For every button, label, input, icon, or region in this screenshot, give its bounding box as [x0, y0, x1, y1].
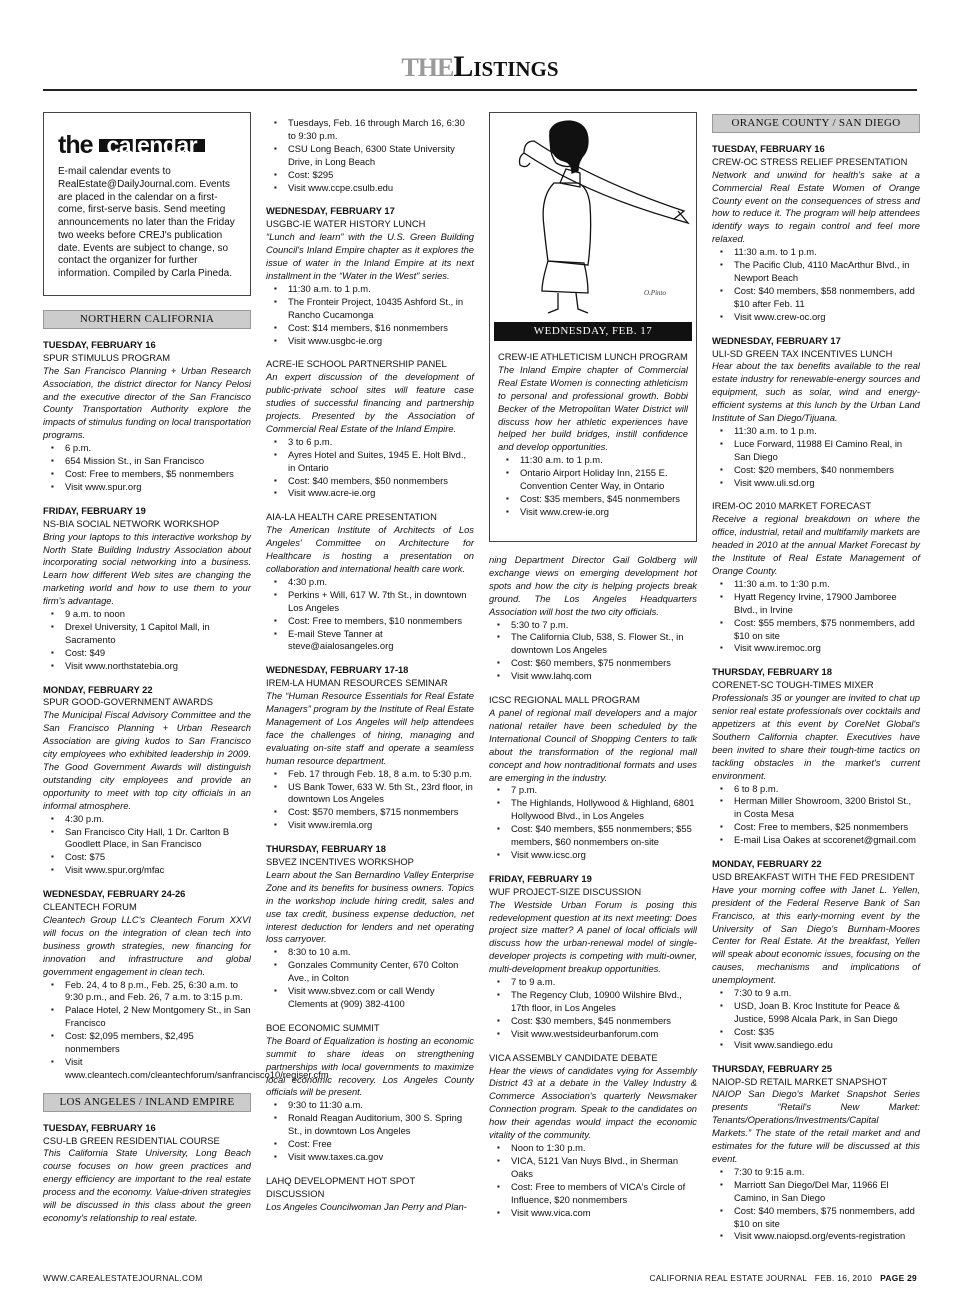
- event-detail-item: ▪ 3 to 6 p.m.: [280, 436, 474, 449]
- col3-events: [489, 694, 697, 1219]
- event-details: [266, 1099, 474, 1164]
- event-day: TUESDAY, FEBRUARY 16: [43, 338, 156, 350]
- column-3: [489, 112, 697, 1230]
- event-day: TUESDAY, FEBRUARY 16: [43, 1121, 156, 1133]
- event-day: FRIDAY, FEBRUARY 19: [489, 872, 592, 884]
- event-detail-item: ▪ Cost: Free to members, $5 nonmembers: [57, 468, 251, 481]
- event-name: LAHQ DEVELOPMENT HOT SPOT DISCUSSION: [266, 1174, 415, 1199]
- event-detail-item: ▪ Ontario Airport Holiday Inn, 2155 E. Convention Center Way, in Ontario: [512, 467, 688, 493]
- event-detail-item: ▪ Visit www.taxes.ca.gov: [280, 1151, 474, 1164]
- event-detail-item: ▪ E-mail Lisa Oakes at sccorenet@gmail.com: [726, 834, 920, 847]
- event-name: WUF PROJECT-SIZE DISCUSSION: [489, 885, 642, 897]
- event-detail-item: ▪ Visit www.lahq.com: [503, 670, 697, 683]
- event-detail-item: ▪ The California Club, 538, S. Flower St., in downtown Los Angeles: [503, 631, 697, 657]
- footer-pub-name: CALIFORNIA REAL ESTATE JOURNAL: [649, 1273, 807, 1283]
- event-detail-item: ▪ Noon to 1:30 p.m.: [503, 1142, 697, 1155]
- masthead-the: THE: [401, 53, 454, 82]
- event-name: ACRE-IE SCHOOL PARTNERSHIP PANEL: [266, 358, 447, 370]
- event-detail-item: ▪ Cost: $40 members, $58 nonmembers, add $10 after Feb. 11: [726, 285, 920, 311]
- event-details: [43, 813, 251, 878]
- event-detail-item: ▪ 6 p.m.: [57, 442, 251, 455]
- event-detail-item: ▪ E-mail Steve Tanner at steve@aialosangeles.org: [280, 628, 474, 654]
- event-detail-item: ▪ Cost: $14 members, $16 nonmembers: [280, 322, 474, 335]
- event-detail-item: ▪ The Regency Club, 10900 Wilshire Blvd., 17th floor, in Los Angeles: [503, 989, 697, 1015]
- event-name: CSU-LB GREEN RESIDENTIAL COURSE: [43, 1134, 220, 1146]
- event-detail-item: ▪ 7:30 to 9 a.m.: [726, 987, 920, 1000]
- event-day: THURSDAY, FEBRUARY 25: [712, 1062, 832, 1074]
- event-detail-item: ▪ Visit www.acre-ie.org: [280, 487, 474, 500]
- event-details: [489, 1142, 697, 1219]
- event-day: WEDNESDAY, FEBRUARY 17: [712, 334, 841, 346]
- event-detail-item: ▪ Visit www.cleantech.com/cleantechforum/sanfrancisco10/regiser.cfm: [57, 1056, 251, 1082]
- calendar-event: [43, 339, 251, 494]
- calendar-event: [266, 511, 474, 653]
- event-detail-item: ▪ Visit www.naiopsd.org/events-registration: [726, 1230, 920, 1243]
- event-details: [712, 246, 920, 323]
- event-name: CLEANTECH FORUM: [43, 901, 137, 913]
- calendar-event: [712, 335, 920, 490]
- calendar-logo-the: the: [58, 131, 93, 159]
- event-detail-item: ▪ 11:30 a.m. to 1 p.m.: [726, 246, 920, 259]
- event-details: [489, 784, 697, 861]
- calendar-event: [266, 1175, 474, 1214]
- event-detail-item: ▪ Cost: Free to members, $25 nonmembers: [726, 821, 920, 834]
- event-detail-item: ▪ San Francisco City Hall, 1 Dr. Carlton B Goodlett Place, in San Francisco: [57, 826, 251, 852]
- event-desc: An expert discussion of the development of public-private school sites will feature case studies of successful financing and partnership projects. Presented by the Association of Commercial Real Estate of the Inland Empire.: [266, 371, 474, 434]
- region-oc: ORANGE COUNTY / SAN DIEGO: [712, 114, 920, 133]
- event-desc: The Municipal Fiscal Advisory Committee and the San Francisco Planning + Urban Research Association are giving kudos to San Francisco city employees who exhibited leadership in 2009. The Good Government Awards will distinguish outstanding city employees and provide an opportunity to meet with top city officials in an informal atmosphere.: [43, 709, 251, 811]
- calendar-event: [712, 143, 920, 324]
- event-name: CORENET-SC TOUGH-TIMES MIXER: [712, 679, 874, 691]
- event-detail-item: ▪ Visit www.sandiego.edu: [726, 1039, 920, 1052]
- event-name: VICA ASSEMBLY CANDIDATE DEBATE: [489, 1051, 658, 1063]
- event-detail-item: ▪ Luce Forward, 11988 El Camino Real, in San Diego: [726, 438, 920, 464]
- event-detail-item: ▪ USD, Joan B. Kroc Institute for Peace & Justice, 5998 Alcala Park, in San Diego: [726, 1000, 920, 1026]
- event-name: SPUR GOOD-GOVERNMENT AWARDS: [43, 696, 213, 708]
- calendar-event: [43, 505, 251, 673]
- calendar-event: [489, 1052, 697, 1220]
- event-detail-item: ▪ 7:30 to 9:15 a.m.: [726, 1166, 920, 1179]
- top-rule: [43, 89, 917, 91]
- event-detail-item: ▪ 9 a.m. to noon: [57, 608, 251, 621]
- event-desc: Cleantech Group LLC's Cleantech Forum XXVI will focus on the integration of clean tech into business growth strategies, new financing for innovation and infrastructure and global government engagement in clean tech.: [43, 913, 251, 977]
- event-detail-item: ▪ Visit www.iremla.org: [280, 819, 474, 832]
- event-name: USGBC-IE WATER HISTORY LUNCH: [266, 218, 426, 230]
- event-name: USD BREAKFAST WITH THE FED PRESIDENT: [712, 870, 915, 882]
- col3-continued-event: [489, 554, 697, 683]
- event-desc: Network and unwind for health's sake at a Commercial Real Estate Women of Orange County event on the consequences of stress and how to reduce it. The program will help attendees identify ways to regain control and feel more relaxed.: [712, 168, 920, 245]
- event-name: CREW-IE ATHLETICISM LUNCH PROGRAM: [498, 351, 688, 362]
- event-name: ULI-SD GREEN TAX INCENTIVES LUNCH: [712, 347, 893, 359]
- event-detail-item: ▪ Cost: $295: [280, 169, 474, 182]
- event-detail-item: ▪ Visit www.westsideurbanforum.com: [503, 1028, 697, 1041]
- event-details: [712, 578, 920, 655]
- event-details: [43, 608, 251, 673]
- col3-cont-items: [489, 619, 697, 684]
- event-detail-item: ▪ Marriott San Diego/Del Mar, 11966 El Camino, in San Diego: [726, 1179, 920, 1205]
- event-detail-item: ▪ 11:30 a.m. to 1 p.m.: [280, 283, 474, 296]
- event-detail-item: ▪ 11:30 a.m. to 1 p.m.: [726, 425, 920, 438]
- event-detail-item: ▪ Cost: $35: [726, 1026, 920, 1039]
- event-name: AIA-LA HEALTH CARE PRESENTATION: [266, 511, 437, 523]
- event-detail-item: ▪ Cost: $60 members, $75 nonmembers: [503, 657, 697, 670]
- event-detail-item: ▪ Feb. 17 through Feb. 18, 8 a.m. to 5:30 p.m.: [280, 768, 474, 781]
- column-2: [266, 117, 474, 1225]
- event-detail-item: ▪ Cost: Free: [280, 1138, 474, 1151]
- col1-la-event: [43, 1122, 251, 1225]
- event-name: ICSC REGIONAL MALL PROGRAM: [489, 694, 640, 706]
- event-detail-item: ▪ Visit www.usgbc-ie.org: [280, 335, 474, 348]
- event-desc: The San Francisco Planning + Urban Research Association, the district director for Nancy Pelosi and the executive director of the San Francisco County Transportation Authority explore the impacts of stimulus funding on local transportation programs.: [43, 364, 251, 441]
- event-detail-item: ▪ 8:30 to 10 a.m.: [280, 946, 474, 959]
- event-day: WEDNESDAY, FEBRUARY 17-18: [266, 664, 409, 676]
- event-detail-item: ▪ Ronald Reagan Auditorium, 300 S. Spring St., in downtown Los Angeles: [280, 1112, 474, 1138]
- event-detail-item: ▪ Hyatt Regency Irvine, 17900 Jamboree Blvd., in Irvine: [726, 591, 920, 617]
- event-day: WEDNESDAY, FEBRUARY 24-26: [43, 888, 186, 900]
- event-details: [712, 425, 920, 490]
- event-details: [266, 768, 474, 833]
- event-desc: “Lunch and learn” with the U.S. Green Building Council's Inland Empire chapter as it explores the issue of water in the Inland Empire at its next installment in the “Water in the West” series.: [266, 231, 474, 281]
- event-detail-item: ▪ Cost: $55 members, $75 nonmembers, add $10 on site: [726, 617, 920, 643]
- event-detail-item: ▪ Cost: Free to members of VICA's Circle of Influence, $20 nonmembers: [503, 1181, 697, 1207]
- event-details: [266, 576, 474, 653]
- event-detail-item: ▪ Cost: $30 members, $45 nonmembers: [503, 1015, 697, 1028]
- event-detail-item: ▪ Cost: $40 members, $55 nonmembers; $55 members, $60 nonmembers on-site: [503, 823, 697, 849]
- calendar-event: [266, 843, 474, 1011]
- event-detail-item: ▪ US Bank Tower, 633 W. 5th St., 23rd floor, in downtown Los Angeles: [280, 781, 474, 807]
- event-day: MONDAY, FEBRUARY 22: [712, 858, 822, 870]
- col2-top-items: [266, 117, 474, 194]
- masthead: [0, 50, 960, 84]
- footer-date: FEB. 16, 2010: [814, 1273, 873, 1283]
- event-detail-item: ▪ 4:30 p.m.: [57, 813, 251, 826]
- calendar-logo-calendar: calendar: [99, 139, 206, 152]
- footer-website: WWW.CAREALESTATEJOURNAL.COM: [43, 1273, 203, 1283]
- calendar-event: [43, 684, 251, 878]
- event-detail-item: ▪ The Fronteir Project, 10435 Ashford St., in Rancho Cucamonga: [280, 296, 474, 322]
- event-day: THURSDAY, FEBRUARY 18: [712, 666, 832, 678]
- event-detail-item: ▪ Visit www.spur.org/mfac: [57, 864, 251, 877]
- event-day: MONDAY, FEBRUARY 22: [43, 683, 153, 695]
- event-detail-item: ▪ Cost: Free to members, $10 nonmembers: [280, 615, 474, 628]
- event-desc: The Westside Urban Forum is posing this redevelopment question at its next meeting: Does project size matter? A panel of local officials will discuss how the urban-renewal model of single-developer projects is competing with multi-owner, multi-development breakup opportunities.: [489, 898, 697, 975]
- event-detail-item: ▪ Cost: $2,095 members, $2,495 nonmembers: [57, 1030, 251, 1056]
- event-detail-item: ▪ 6 to 8 p.m.: [726, 783, 920, 796]
- event-detail-item: ▪ Visit www.spur.org: [57, 481, 251, 494]
- event-detail-item: ▪ Cost: $75: [57, 851, 251, 864]
- event-details: [712, 1166, 920, 1243]
- event-detail-item: ▪ Cost: $20 members, $40 nonmembers: [726, 464, 920, 477]
- column-4: [712, 112, 920, 1254]
- event-name: SPUR STIMULUS PROGRAM: [43, 351, 171, 363]
- event-desc: Professionals 35 or younger are invited to chat up senior real estate professionals over cocktails and appetizers at this event by CoreNet Global's Southern California chapter. Executives have been invited to share their tough-time tactics on tackling obstacles in the market's current environment.: [712, 692, 920, 781]
- event-name: SBVEZ INCENTIVES WORKSHOP: [266, 856, 414, 868]
- event-day: TUESDAY, FEBRUARY 16: [712, 142, 825, 154]
- featured-event: [498, 351, 688, 530]
- event-desc: The “Human Resource Essentials for Real Estate Managers” program by the Institute of Real Estate Management of Los Angeles will help attendees face the challenges of hiring, managing and evaluating on-site staff and operate a seamless human resource department.: [266, 690, 474, 766]
- event-desc: Los Angeles Councilwoman Jan Perry and Plan-: [266, 1200, 467, 1212]
- event-desc: Bring your laptops to this interactive workshop by North State Building Industry Association about incorporating social networking into a business. Learn how different Web sites are changing the marketing world and how to use them to your firm's advantage.: [43, 530, 251, 607]
- event-detail-item: ▪ Visit www.ccpe.csulb.edu: [280, 182, 474, 195]
- event-detail-item: ▪ Gonzales Community Center, 670 Colton Ave., in Colton: [280, 959, 474, 985]
- event-day: THURSDAY, FEBRUARY 18: [266, 843, 386, 855]
- event-detail-item: ▪ Tuesdays, Feb. 16 through March 16, 6:30 to 9:30 p.m.: [280, 117, 474, 143]
- col2-continued-event: [266, 117, 474, 194]
- featured-box: [489, 112, 697, 542]
- event-detail-item: ▪ 4:30 p.m.: [280, 576, 474, 589]
- calendar-box: [43, 112, 251, 296]
- calendar-event: [266, 205, 474, 347]
- calendar-event: [266, 664, 474, 832]
- calendar-event: [712, 1063, 920, 1244]
- event-desc: The Board of Equalization is hosting an economic summit to share ideas on strengthening partnerships with local governments to maximize local economic recovery. Los Angeles County officials will be present.: [266, 1034, 474, 1098]
- event-details: [489, 976, 697, 1041]
- event-day: FRIDAY, FEBRUARY 19: [43, 504, 146, 516]
- event-name: IREM-OC 2010 MARKET FORECAST: [712, 500, 872, 512]
- event-desc: The American Institute of Architects of Los Angeles' Committee on Architecture for Healthcare is hosting a presentation on collaboration and international health care work.: [266, 524, 474, 574]
- event-detail-item: ▪ Feb. 24, 4 to 8 p.m., Feb. 25, 6:30 a.m. to 9:30 p.m., and Feb. 26, 7 a.m. to 3:15 p.m.: [57, 979, 251, 1005]
- event-detail-item: ▪ Cost: $40 members, $75 nonmembers, add $10 on site: [726, 1205, 920, 1231]
- event-desc: A panel of regional mall developers and a major national retailer have been scheduled by the International Council of Shopping Centers to talk about the transformation of the regional mall concept and how nontraditional formats and uses are emerging in the industry.: [489, 706, 697, 783]
- calendar-event: [43, 1122, 251, 1225]
- illustration-woman-with-pen: [494, 117, 690, 317]
- event-detail-item: ▪ 11:30 a.m. to 1 p.m.: [512, 454, 688, 467]
- event-details: [712, 987, 920, 1052]
- event-detail-item: ▪ Cost: $49: [57, 647, 251, 660]
- event-desc: Have your morning coffee with Janet L. Yellen, president of the Federal Reserve Bank of San Francisco, at this early-morning event by the University of San Diego's Burnham-Moores Center for Real Estate. At the breakfast, Yellen will speak about economic issues, focusing on the causes, mechanisms and implications of unemployment.: [712, 883, 920, 986]
- calendar-event: [712, 666, 920, 847]
- calendar-logo: [58, 131, 236, 159]
- calendar-event: [266, 1022, 474, 1164]
- event-name: NAIOP-SD RETAIL MARKET SNAPSHOT: [712, 1075, 888, 1087]
- event-desc: Learn about the San Bernardino Valley Enterprise Zone and its benefits for business owners. Topics in the workshop include hiring credit, sales and use tax credit, business expense deduction, net interest deduction for lenders and net operating loss carryover.: [266, 868, 474, 945]
- masthead-listings: Listings: [453, 50, 559, 83]
- calendar-intro: E-mail calendar events to RealEstate@DailyJournal.com. Events are placed in the calendar on a first-come, first-serve basis. Send meeting announcements no later than the Friday two weeks before CREJ's publication date. Events are subject to change, so contact the organizer for further information. Compiled by Carla Pineda.: [58, 165, 235, 280]
- event-detail-item: ▪ 654 Mission St., in San Francisco: [57, 455, 251, 468]
- region-la: LOS ANGELES / INLAND EMPIRE: [43, 1093, 251, 1112]
- event-detail-item: ▪ Herman Miller Showroom, 3200 Bristol St., in Costa Mesa: [726, 795, 920, 821]
- calendar-event: [498, 351, 688, 519]
- event-detail-item: ▪ Visit www.crew-ie.org: [512, 506, 688, 519]
- event-name: CREW-OC STRESS RELIEF PRESENTATION: [712, 155, 908, 167]
- event-detail-item: ▪ Cost: $570 members, $715 nonmembers: [280, 806, 474, 819]
- event-desc: The Inland Empire chapter of Commercial Real Estate Women is connecting athleticism to personal and professional growth. Bobbi Becker of the Metropolitan Water District will discuss how her athletic experiences have helped her build bridges, instill confidence and develop opportunities.: [498, 363, 688, 453]
- calendar-event: [266, 358, 474, 500]
- col4-events: [712, 143, 920, 1243]
- event-details: [266, 946, 474, 1011]
- event-detail-item: ▪ Cost: $35 members, $45 nonmembers: [512, 493, 688, 506]
- svg-text:O.Pinto: O.Pinto: [644, 289, 666, 297]
- col2-events: [266, 205, 474, 1213]
- event-detail-item: ▪ Visit www.icsc.org: [503, 849, 697, 862]
- event-detail-item: ▪ Perkins + Will, 617 W. 7th St., in downtown Los Angeles: [280, 589, 474, 615]
- event-desc: NAIOP San Diego's Market Snapshot Series presents “Retail's New Market: Tenants/Operations/Investments/Capital Markets.” The state of the retail market and and estimates for the future will be discussed at this event.: [712, 1088, 920, 1164]
- event-details: [266, 436, 474, 501]
- event-detail-item: ▪ Visit www.uli.sd.org: [726, 477, 920, 490]
- event-detail-item: ▪ The Highlands, Hollywood & Highland, 6801 Hollywood Blvd., in Los Angeles: [503, 797, 697, 823]
- event-desc: Receive a regional breakdown on where the office, industrial, retail and multifamily markets are headed in 2010 at the annual Market Forecast by the Institute of Real Estate Management of Orange County.: [712, 513, 920, 576]
- event-detail-item: ▪ The Pacific Club, 4110 MacArthur Blvd., in Newport Beach: [726, 259, 920, 285]
- event-detail-item: ▪ Palace Hotel, 2 New Montgomery St., in San Francisco: [57, 1004, 251, 1030]
- event-detail-item: ▪ Visit www.sbvez.com or call Wendy Clements at (909) 382-4100: [280, 985, 474, 1011]
- event-detail-item: ▪ 9:30 to 11:30 a.m.: [280, 1099, 474, 1112]
- event-desc: Hear about the tax benefits available to the real estate industry for renewable-energy sources and equipment, such as solar, wind and energy-efficient systems at this lunch by the Urban Land Institute of San Diego/Tijuana.: [712, 360, 920, 424]
- event-details: [266, 283, 474, 348]
- event-details: [712, 783, 920, 848]
- footer-publication: [649, 1273, 917, 1283]
- event-detail-item: ▪ 5:30 to 7 p.m.: [503, 619, 697, 632]
- calendar-event: [712, 500, 920, 655]
- event-detail-item: ▪ VICA, 5121 Van Nuys Blvd., in Sherman Oaks: [503, 1155, 697, 1181]
- event-detail-item: ▪ Visit www.crew-oc.org: [726, 311, 920, 324]
- event-detail-item: ▪ 7 to 9 a.m.: [503, 976, 697, 989]
- region-norcal: NORTHERN CALIFORNIA: [43, 310, 251, 329]
- event-desc: This California State University, Long Beach course focuses on how green practices and energy efficiency are important to the real estate process and the economy. Value-driven strategies will be discussed in this class about the green economy's relationship to real estate.: [43, 1147, 251, 1223]
- event-name: NS-BIA SOCIAL NETWORK WORKSHOP: [43, 517, 220, 529]
- event-details: [498, 454, 688, 519]
- event-name: BOE ECONOMIC SUMMIT: [266, 1021, 380, 1033]
- calendar-event: [489, 694, 697, 862]
- calendar-event: [712, 858, 920, 1052]
- event-name: IREM-LA HUMAN RESOURCES SEMINAR: [266, 677, 448, 689]
- event-detail-item: ▪ Drexel University, 1 Capitol Mall, in Sacramento: [57, 621, 251, 647]
- event-detail-item: ▪ Cost: $40 members, $50 nonmembers: [280, 475, 474, 488]
- event-desc: Hear the views of candidates vying for Assembly District 43 at a debate in the Valley Industry & Commerce Association's quarterly Newsmaker Connection program. Speak to the candidates on how their agendas would impact the economic vitality of the community.: [489, 1064, 697, 1141]
- event-desc: ning Department Director Gail Goldberg will exchange views on emerging development hot spots and how the city is helping projects break ground. The Los Angeles Headquarters Association will host the two city officials.: [489, 554, 697, 617]
- event-detail-item: ▪ CSU Long Beach, 6300 State University Drive, in Long Beach: [280, 143, 474, 169]
- event-day: WEDNESDAY, FEBRUARY 17: [266, 205, 395, 217]
- event-detail-item: ▪ 11:30 a.m. to 1:30 p.m.: [726, 578, 920, 591]
- event-detail-item: ▪ Visit www.vica.com: [503, 1207, 697, 1220]
- featured-date-bar: WEDNESDAY, FEB. 17: [494, 322, 692, 341]
- calendar-event: [489, 873, 697, 1041]
- footer-page: PAGE 29: [880, 1273, 917, 1283]
- event-detail-item: ▪ Ayres Hotel and Suites, 1945 E. Holt Blvd., in Ontario: [280, 449, 474, 475]
- event-detail-item: ▪ Visit www.iremoc.org: [726, 642, 920, 655]
- event-details: [43, 442, 251, 494]
- event-detail-item: ▪ 7 p.m.: [503, 784, 697, 797]
- event-detail-item: ▪ Visit www.northstatebia.org: [57, 660, 251, 673]
